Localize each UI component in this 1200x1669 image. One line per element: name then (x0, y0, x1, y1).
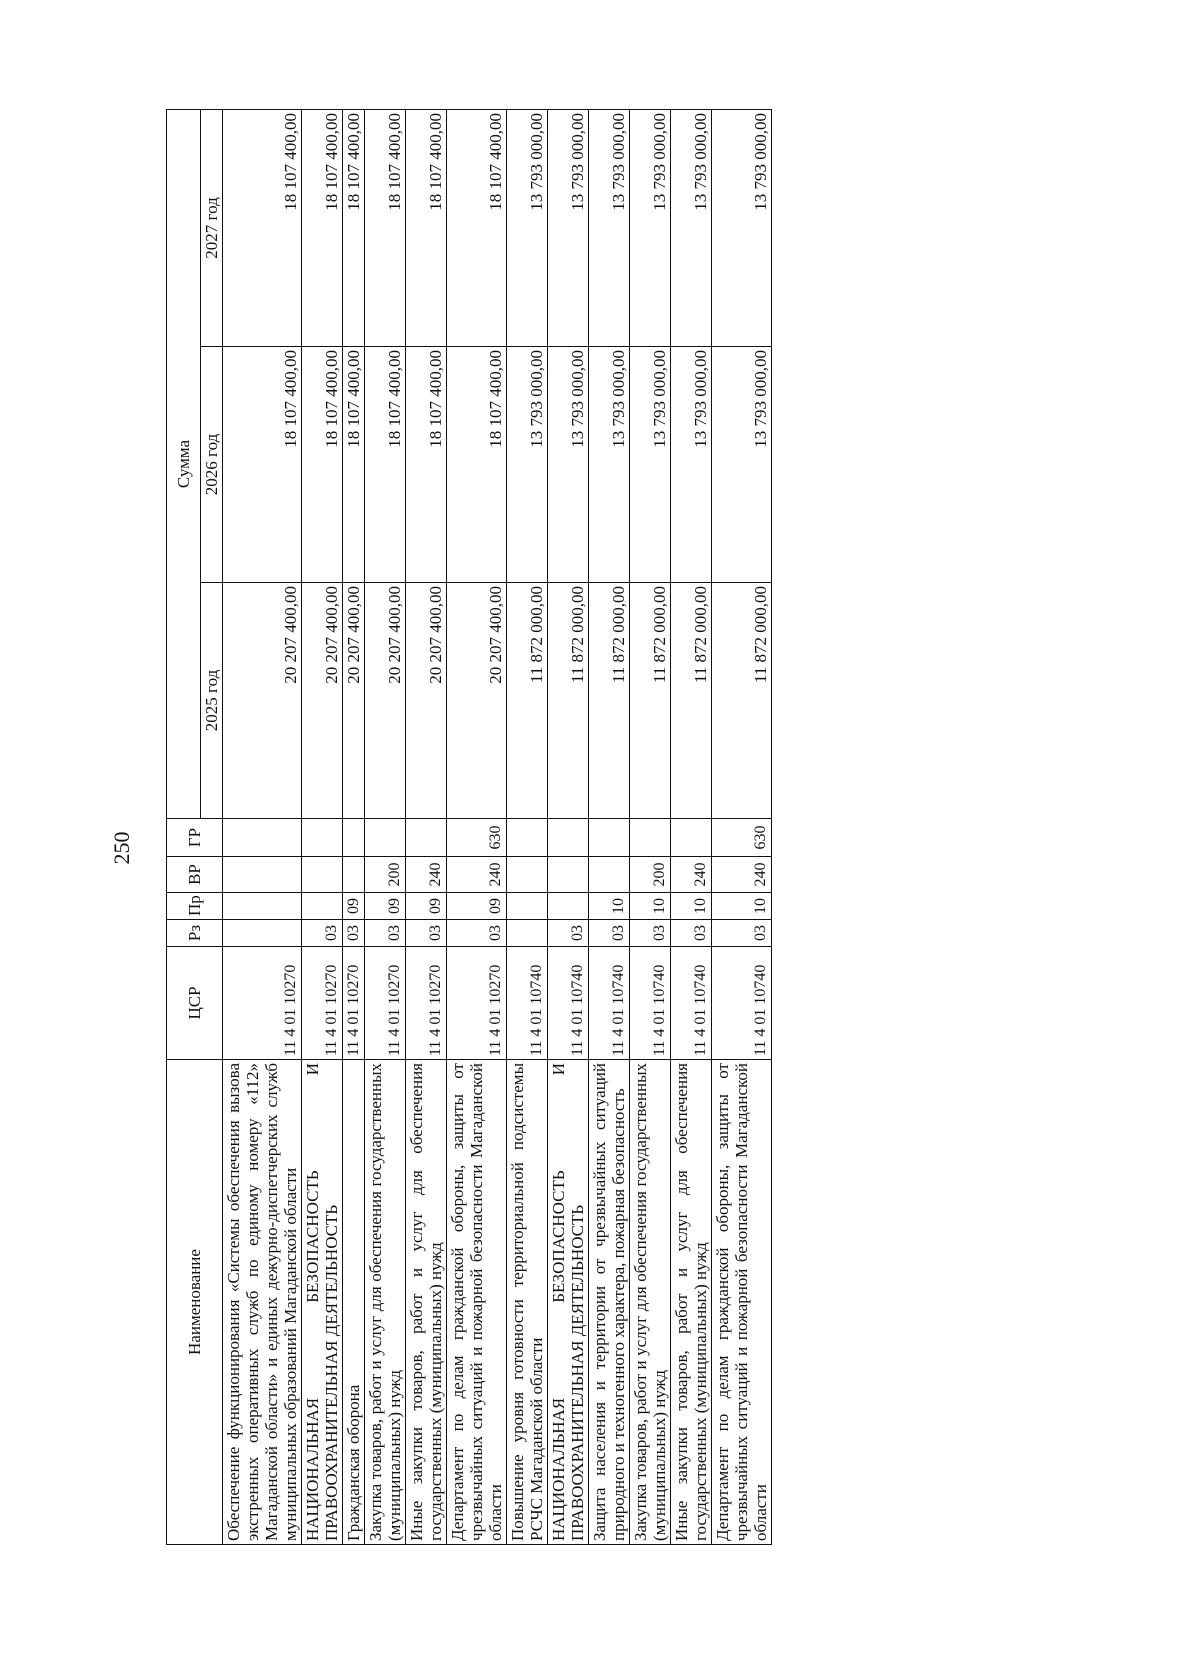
row-rz: 03 (671, 920, 712, 947)
table-row (548, 109, 589, 1544)
row-amount-2025: 20 207 400,00 (365, 583, 406, 819)
budget-table (166, 109, 772, 1545)
row-amount-2026: 13 793 000,00 (589, 347, 630, 583)
page-number: 250 (109, 831, 134, 865)
row-csr: 11 4 01 10270 (223, 947, 302, 1060)
header-2026: 2026 год (201, 347, 223, 583)
row-pr: 09 (343, 893, 365, 920)
table-row (630, 109, 671, 1544)
row-amount-2025: 20 207 400,00 (343, 583, 365, 819)
row-amount-2025: 11 872 000,00 (548, 583, 589, 819)
table-row (671, 109, 712, 1544)
row-amount-2026: 18 107 400,00 (406, 347, 447, 583)
row-amount-2027: 18 107 400,00 (343, 109, 365, 346)
header-2027: 2027 год (201, 109, 223, 346)
row-gr (589, 819, 630, 857)
header-2025: 2025 год (201, 583, 223, 819)
table-row (507, 109, 548, 1544)
row-amount-2025: 20 207 400,00 (302, 583, 343, 819)
row-rz: 03 (630, 920, 671, 947)
table-row (712, 109, 772, 1544)
row-amount-2025: 11 872 000,00 (589, 583, 630, 819)
row-rz: 03 (406, 920, 447, 947)
row-name: Департамент по делам гражданской обороны, защиты от чрезвычайных ситуаций и пожарной безопасности Магаданской области (712, 1060, 772, 1545)
row-gr (223, 819, 302, 857)
row-pr: 09 (365, 893, 406, 920)
row-vr: 240 (406, 857, 447, 893)
row-pr: 10 (712, 893, 772, 920)
row-rz: 03 (343, 920, 365, 947)
row-pr: 10 (630, 893, 671, 920)
row-csr: 11 4 01 10270 (406, 947, 447, 1060)
header-vr: ВР (167, 857, 223, 893)
row-pr (548, 893, 589, 920)
row-csr: 11 4 01 10740 (548, 947, 589, 1060)
row-vr: 200 (630, 857, 671, 893)
row-name: Иные закупки товаров, работ и услуг для обеспечения государственных (муниципальных) нужд (671, 1060, 712, 1545)
row-gr (507, 819, 548, 857)
table-row (589, 109, 630, 1544)
row-pr (302, 893, 343, 920)
table-row (302, 109, 343, 1544)
row-name: Обеспечение функционирования «Системы обеспечения вызова экстренных оперативных служб по единому номеру «112» Магаданской области» и единых дежурно-диспетчерских служб муниципальных образований Магаданской области (223, 1060, 302, 1545)
row-pr (223, 893, 302, 920)
header-row-1 (167, 109, 201, 1544)
row-rz: 03 (712, 920, 772, 947)
row-amount-2026: 18 107 400,00 (343, 347, 365, 583)
row-csr: 11 4 01 10270 (447, 947, 507, 1060)
row-name: НАЦИОНАЛЬНАЯ БЕЗОПАСНОСТЬ И ПРАВООХРАНИТЕЛЬНАЯ ДЕЯТЕЛЬНОСТЬ (302, 1060, 343, 1545)
table-row (406, 109, 447, 1544)
row-gr (548, 819, 589, 857)
row-amount-2026: 18 107 400,00 (447, 347, 507, 583)
row-amount-2026: 13 793 000,00 (671, 347, 712, 583)
row-rz: 03 (302, 920, 343, 947)
header-sum: Сумма (167, 109, 201, 818)
row-rz: 03 (548, 920, 589, 947)
row-amount-2027: 13 793 000,00 (671, 109, 712, 346)
row-name: Департамент по делам гражданской обороны, защиты от чрезвычайных ситуаций и пожарной безопасности Магаданской области (447, 1060, 507, 1545)
row-amount-2025: 11 872 000,00 (630, 583, 671, 819)
row-csr: 11 4 01 10740 (712, 947, 772, 1060)
row-name: Повышение уровня готовности территориальной подсистемы РСЧС Магаданской области (507, 1060, 548, 1545)
header-gr: ГР (167, 819, 223, 857)
row-amount-2026: 18 107 400,00 (302, 347, 343, 583)
row-amount-2026: 13 793 000,00 (712, 347, 772, 583)
row-pr: 10 (589, 893, 630, 920)
row-csr: 11 4 01 10740 (630, 947, 671, 1060)
table-body (223, 109, 772, 1544)
table-row (223, 109, 302, 1544)
row-gr: 630 (712, 819, 772, 857)
table-row (343, 109, 365, 1544)
row-rz: 03 (589, 920, 630, 947)
row-rz: 03 (447, 920, 507, 947)
row-amount-2026: 18 107 400,00 (223, 347, 302, 583)
rotated-table-container (166, 110, 1036, 1545)
row-rz: 03 (365, 920, 406, 947)
header-name: Наименование (167, 1060, 223, 1545)
row-vr (302, 857, 343, 893)
row-name: Защита населения и территории от чрезвычайных ситуаций природного и техногенного характера, пожарная безопасность (589, 1060, 630, 1545)
header-pr: Пр (167, 893, 223, 920)
row-rz (507, 920, 548, 947)
row-pr (507, 893, 548, 920)
row-gr (671, 819, 712, 857)
row-amount-2025: 20 207 400,00 (223, 583, 302, 819)
row-csr: 11 4 01 10270 (302, 947, 343, 1060)
row-name: Гражданская оборона (343, 1060, 365, 1545)
row-vr: 240 (712, 857, 772, 893)
row-amount-2026: 18 107 400,00 (365, 347, 406, 583)
row-vr: 240 (671, 857, 712, 893)
row-name: Закупка товаров, работ и услуг для обеспечения государственных (муниципальных) нужд (365, 1060, 406, 1545)
row-gr (365, 819, 406, 857)
row-amount-2025: 11 872 000,00 (712, 583, 772, 819)
row-gr (406, 819, 447, 857)
row-gr (343, 819, 365, 857)
header-rz: Рз (167, 920, 223, 947)
row-vr: 200 (365, 857, 406, 893)
row-pr: 09 (406, 893, 447, 920)
row-amount-2027: 13 793 000,00 (548, 109, 589, 346)
row-name: Закупка товаров, работ и услуг для обеспечения государственных (муниципальных) нужд (630, 1060, 671, 1545)
row-gr: 630 (447, 819, 507, 857)
row-amount-2027: 18 107 400,00 (223, 109, 302, 346)
row-amount-2025: 11 872 000,00 (507, 583, 548, 819)
row-csr: 11 4 01 10740 (671, 947, 712, 1060)
row-pr: 09 (447, 893, 507, 920)
row-amount-2026: 13 793 000,00 (630, 347, 671, 583)
row-rz (223, 920, 302, 947)
row-vr (548, 857, 589, 893)
row-csr: 11 4 01 10740 (589, 947, 630, 1060)
row-vr: 240 (447, 857, 507, 893)
row-gr (630, 819, 671, 857)
row-name: Иные закупки товаров, работ и услуг для обеспечения государственных (муниципальных) нужд (406, 1060, 447, 1545)
row-vr (507, 857, 548, 893)
row-pr: 10 (671, 893, 712, 920)
header-csr: ЦСР (167, 947, 223, 1060)
row-amount-2027: 18 107 400,00 (406, 109, 447, 346)
row-name: НАЦИОНАЛЬНАЯ БЕЗОПАСНОСТЬ И ПРАВООХРАНИТЕЛЬНАЯ ДЕЯТЕЛЬНОСТЬ (548, 1060, 589, 1545)
row-amount-2025: 20 207 400,00 (406, 583, 447, 819)
row-amount-2026: 13 793 000,00 (507, 347, 548, 583)
table-row (447, 109, 507, 1544)
row-vr (223, 857, 302, 893)
row-amount-2027: 13 793 000,00 (589, 109, 630, 346)
row-amount-2027: 18 107 400,00 (365, 109, 406, 346)
row-csr: 11 4 01 10740 (507, 947, 548, 1060)
table-row (365, 109, 406, 1544)
row-csr: 11 4 01 10270 (343, 947, 365, 1060)
row-amount-2025: 20 207 400,00 (447, 583, 507, 819)
row-amount-2025: 11 872 000,00 (671, 583, 712, 819)
row-vr (589, 857, 630, 893)
row-amount-2027: 18 107 400,00 (302, 109, 343, 346)
row-gr (302, 819, 343, 857)
row-vr (343, 857, 365, 893)
row-amount-2027: 13 793 000,00 (507, 109, 548, 346)
row-amount-2027: 13 793 000,00 (630, 109, 671, 346)
row-amount-2027: 13 793 000,00 (712, 109, 772, 346)
row-csr: 11 4 01 10270 (365, 947, 406, 1060)
row-amount-2027: 18 107 400,00 (447, 109, 507, 346)
row-amount-2026: 13 793 000,00 (548, 347, 589, 583)
